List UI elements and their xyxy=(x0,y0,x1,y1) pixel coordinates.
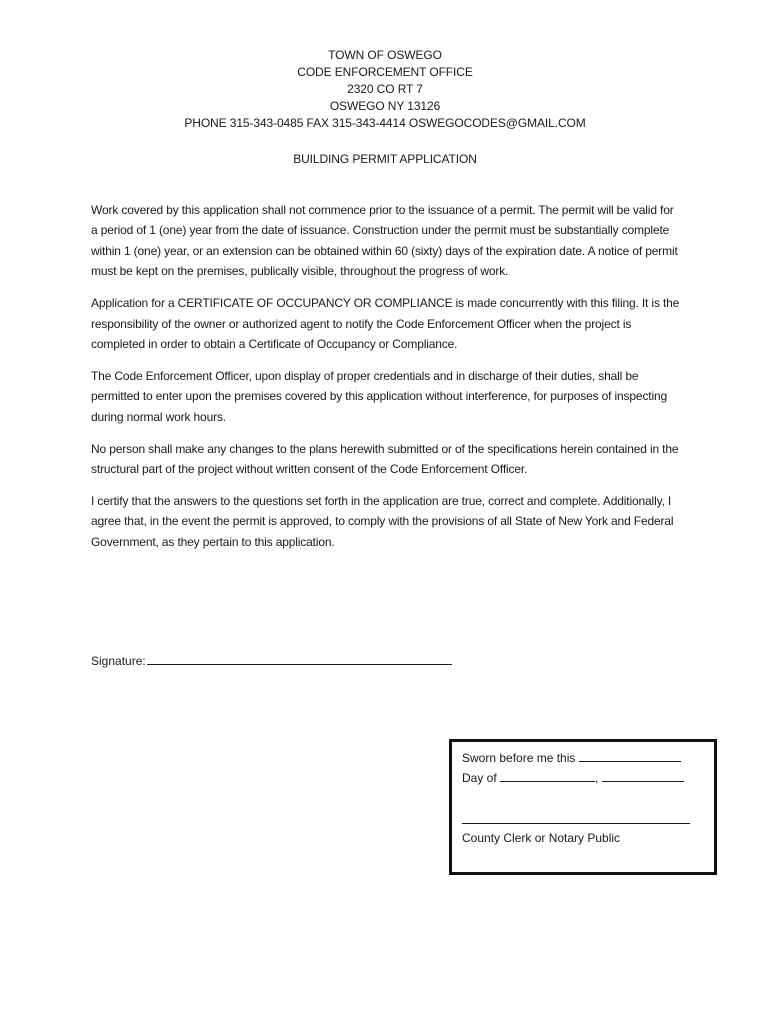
signature-label: Signature: xyxy=(91,654,146,668)
office-header xyxy=(0,47,770,132)
town-name: TOWN OF OSWEGO xyxy=(328,48,442,62)
day-comma: , xyxy=(595,771,599,785)
terms-paragraph-certificate: Application for a CERTIFICATE OF OCCUPANCY OR COMPLIANCE is made concurrently with this filing. It is the responsibility of the owner or authorized agent to notify the Code Enforcement Officer when the project is completed in order to obtain a Certificate of Occupancy or Compliance. xyxy=(91,296,680,351)
office-street: 2320 CO RT 7 xyxy=(347,82,423,96)
sworn-row xyxy=(462,748,684,768)
notary-signature-line[interactable] xyxy=(462,823,690,824)
terms-paragraph-inspection: The Code Enforcement Officer, upon display of proper credentials and in discharge of their duties, shall be permitted to enter upon the premises covered by this application without interference, for purposes of inspecting during normal work hours. xyxy=(91,368,668,424)
sworn-label: Sworn before me this xyxy=(462,751,576,765)
day-row xyxy=(462,768,684,788)
day-year-blank[interactable] xyxy=(602,768,684,782)
notary-fields xyxy=(462,748,684,788)
day-label: Day of xyxy=(462,771,497,785)
form-title: BUILDING PERMIT APPLICATION xyxy=(293,152,477,166)
terms-body xyxy=(91,200,681,564)
notary-box xyxy=(449,739,717,875)
day-month-blank[interactable] xyxy=(500,768,595,782)
notary-caption: County Clerk or Notary Public xyxy=(462,831,621,845)
sworn-date-blank[interactable] xyxy=(579,748,681,762)
office-name: CODE ENFORCEMENT OFFICE xyxy=(297,65,473,79)
terms-paragraph-validity: Work covered by this application shall not commence prior to the issuance of a permit. The permit will be valid for a period of 1 (one) year from the date of issuance. Construction under the permit must be substantially complete within 1 (one) year, or an extension can be obtained within 60 (sixty) days of the expiration date. A notice of permit must be kept on the premises, publically visible, throughout the progress of work. xyxy=(91,203,678,279)
signature-line[interactable] xyxy=(147,650,452,665)
signature-block xyxy=(91,650,452,671)
office-contact: PHONE 315-343-0485 FAX 315-343-4414 OSWEGOCODES@GMAIL.COM xyxy=(184,116,586,130)
office-city: OSWEGO NY 13126 xyxy=(329,99,441,113)
terms-paragraph-certification: I certify that the answers to the questions set forth in the application are true, correct and complete. Additionally, I agree that, in the event the permit is approved, to comply with the provisions of all State of New York and Federal Government, as they pertain to this application. xyxy=(91,493,674,549)
terms-paragraph-changes: No person shall make any changes to the plans herewith submitted or of the specifications herein contained in the structural part of the project without written consent of the Code Enforcement Officer. xyxy=(91,441,679,476)
